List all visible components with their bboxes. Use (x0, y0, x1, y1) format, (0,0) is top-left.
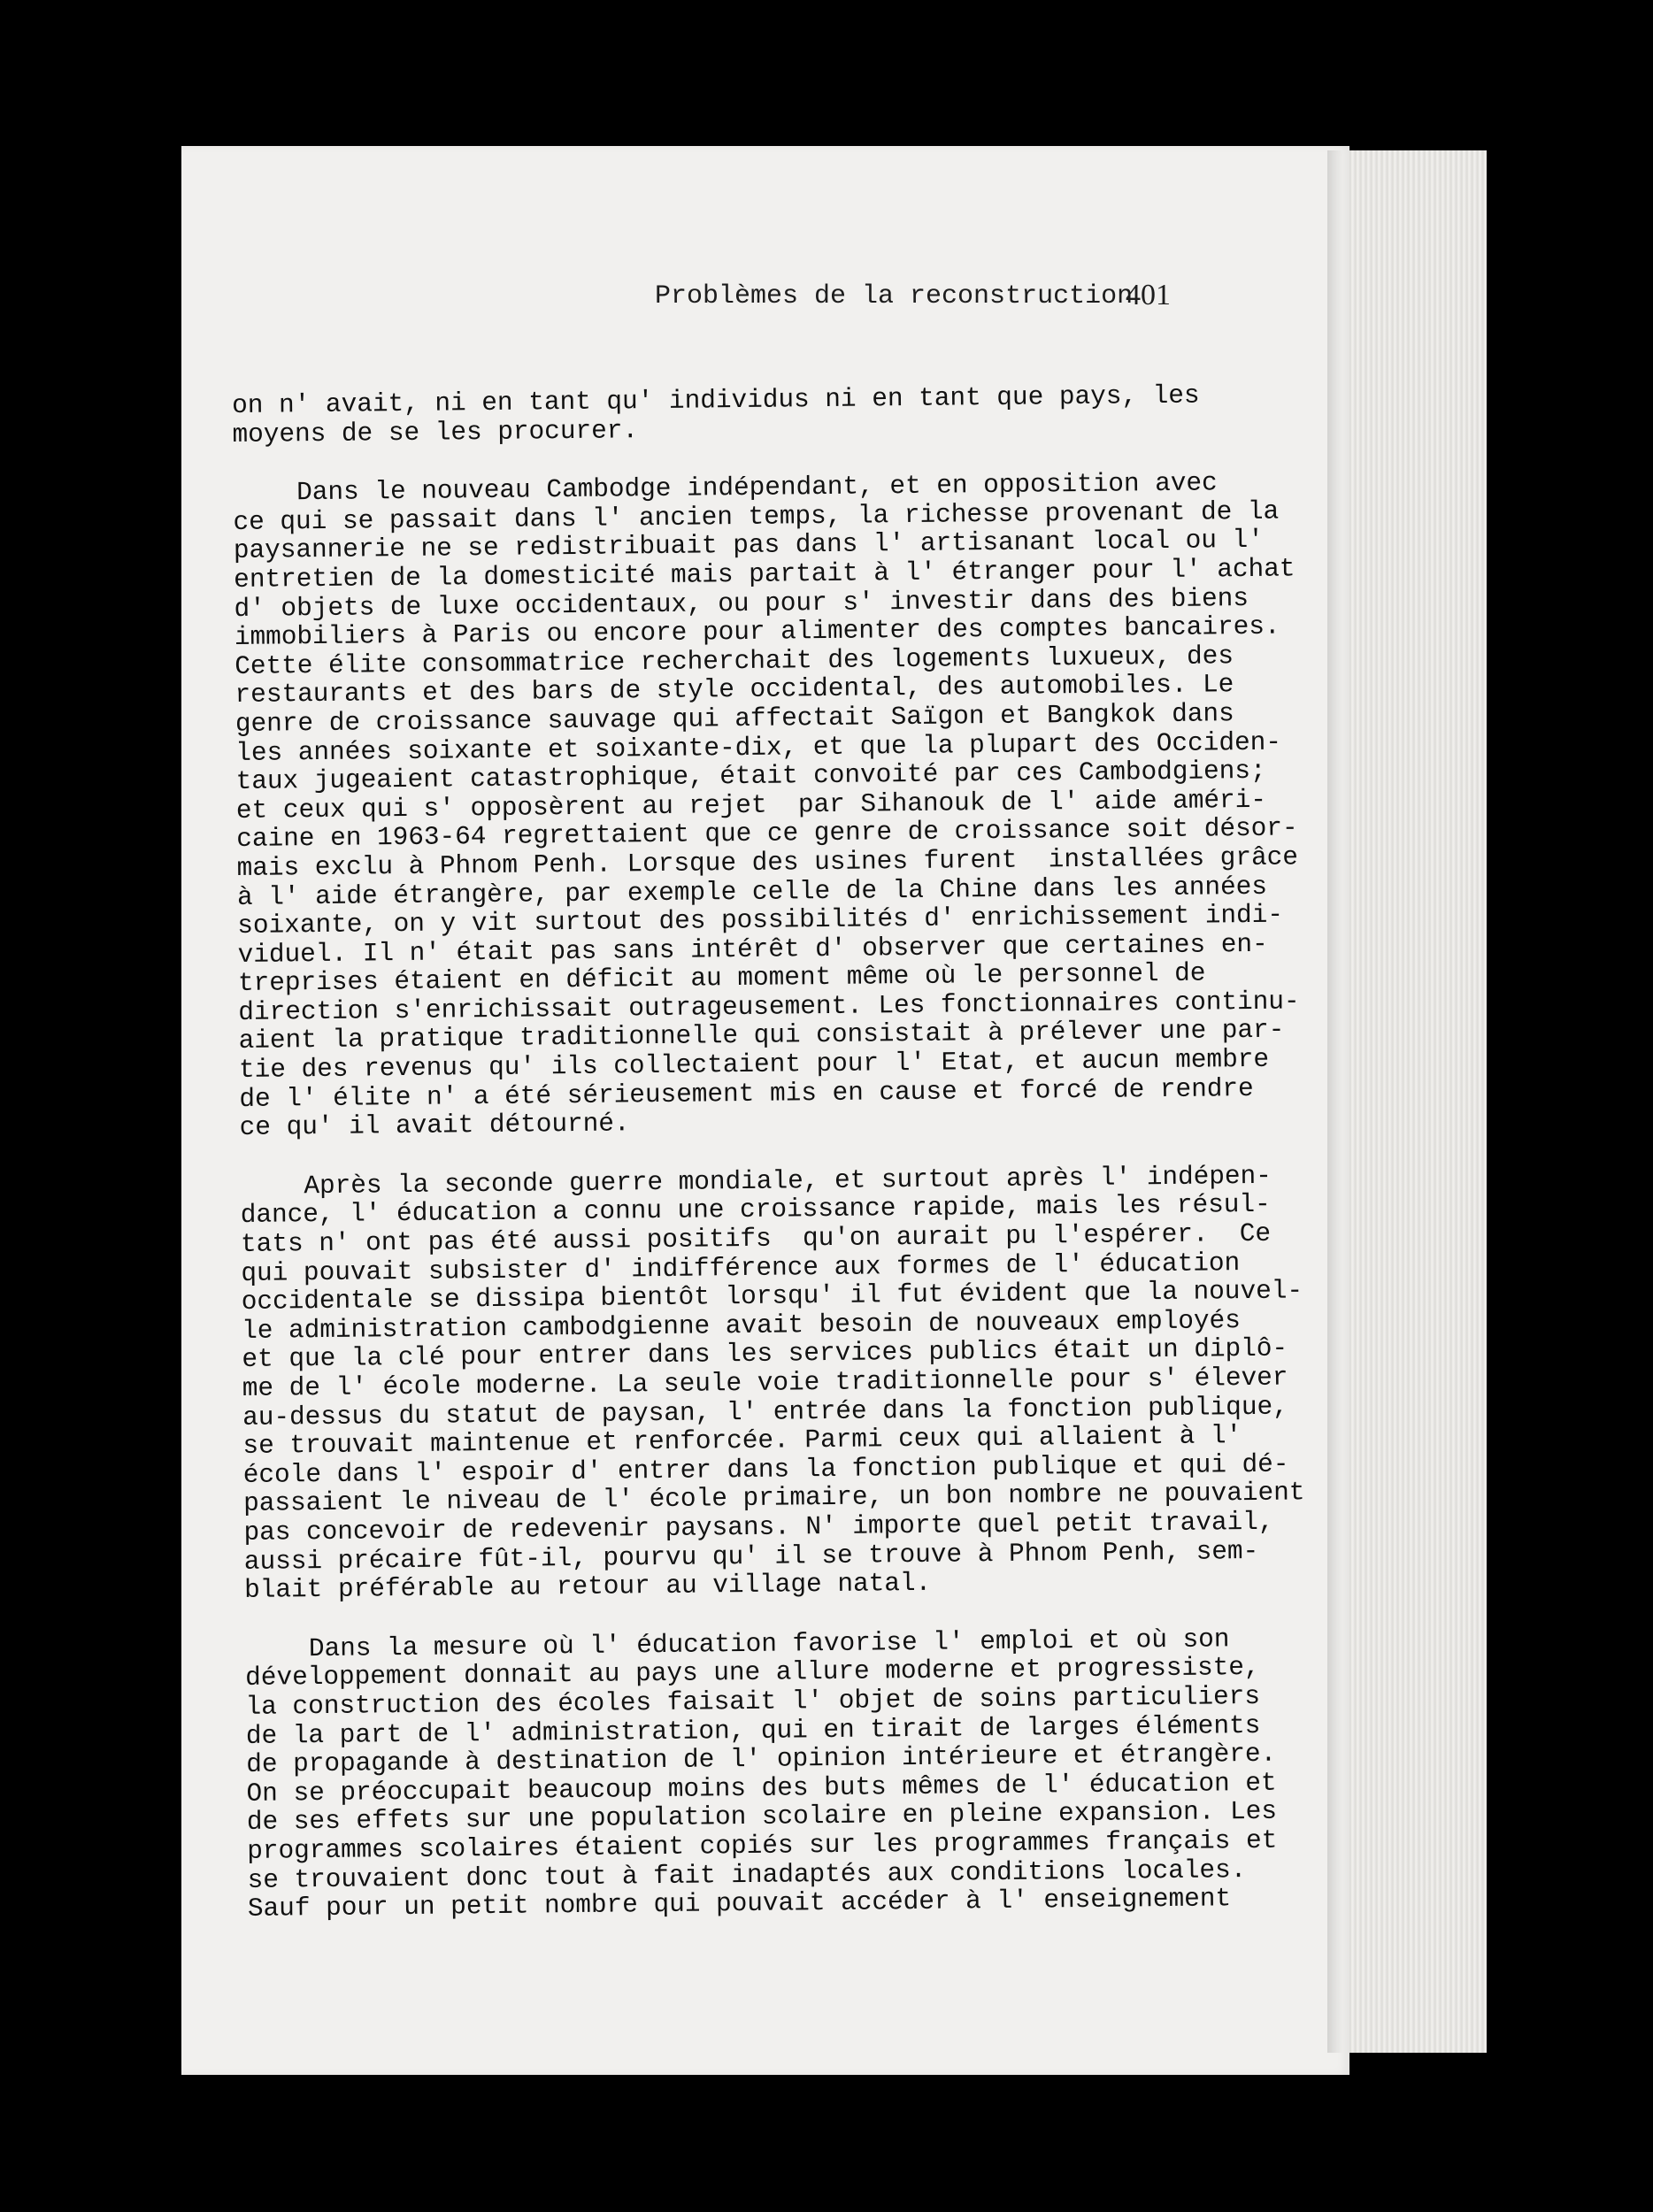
page-gutter-shadow (1327, 150, 1343, 2053)
text-line: me de l' école moderne. La seule voie traditionnelle pour s' élever (242, 1363, 1288, 1403)
text-line: dance, l' éducation a connu une croissance rapide, mais les résul- (240, 1190, 1271, 1231)
paragraph (231, 380, 1200, 450)
page-number: 401 (1126, 279, 1171, 311)
text-line: soixante, on y vit surtout des possibilités d' enrichissement indi- (237, 900, 1284, 941)
paragraph (240, 1161, 1305, 1606)
text-line: Après la seconde guerre mondiale, et surtout après l' indépen- (304, 1161, 1272, 1202)
body-text (231, 380, 1305, 1924)
paragraph (233, 468, 1300, 1143)
paragraph (245, 1624, 1278, 1924)
text-line: se trouvait maintenue et renforcée. Parmi ceux qui allaient à l' (242, 1421, 1242, 1462)
text-line: genre de croissance sauvage qui affectait Saïgon et Bangkok dans (234, 699, 1234, 739)
text-line: Dans la mesure où l' éducation favorise l' emploi et où son (308, 1624, 1230, 1663)
text-line: le administration cambodgienne avait besoin de nouveaux employés (241, 1305, 1242, 1346)
text-line: immobiliers à Paris ou encore pour alimenter des comptes bancaires. (234, 611, 1280, 653)
text-line: restaurants et des bars de style occidental, des automobiles. Le (234, 670, 1234, 710)
text-line: école dans l' espoir d' entrer dans la fonction publique et qui dé- (242, 1449, 1289, 1490)
text-line: Dans le nouveau Cambodge indépendant, et en opposition avec (296, 468, 1218, 508)
text-line: tats n' ont pas été aussi positifs qu'on aurait pu l'espérer. Ce (240, 1218, 1272, 1259)
text-line: tie des revenus qu' ils collectaient pour l' Etat, et aucun membre (238, 1044, 1270, 1086)
text-line: aient la pratique traditionnelle qui consistait à prélever une par- (238, 1016, 1285, 1056)
text-line: On se préoccupait beaucoup moins des buts mêmes de l' éducation et (246, 1768, 1277, 1809)
text-line: aussi précaire fût-il, pourvu qu' il se trouve à Phnom Penh, sem- (243, 1536, 1259, 1577)
text-line: au-dessus du statut de paysan, l' entrée dans la fonction publique, (242, 1392, 1288, 1432)
text-line: de ses effets sur une population scolaire en pleine expansion. Les (246, 1797, 1278, 1838)
text-line: caine en 1963-64 regrettaient que ce genre de croissance soit désor- (236, 813, 1298, 855)
text-line: et ceux qui s' opposèrent au rejet par Sihanouk de l' aide améri- (235, 785, 1267, 826)
text-line: paysannerie ne se redistribuait pas dans l' artisanant local ou l' (233, 526, 1265, 566)
text-line: occidentale se dissipa bientôt lorsqu' il fut évident que la nouvel- (241, 1276, 1303, 1317)
text-line: ce qu' il avait détourné. (239, 1109, 630, 1143)
text-line: de l' élite n' a été sérieusement mis en cause et forcé de rendre (239, 1073, 1254, 1114)
text-line: moyens de se les procurer. (232, 415, 639, 449)
text-line: les années soixante et soixante-dix, et que la plupart des Occiden- (235, 727, 1282, 768)
text-line: direction s'enrichissait outrageusement. Les fonctionnaires continu- (238, 987, 1300, 1027)
text-line: treprises étaient en déficit au moment même où le personnel de (237, 958, 1206, 999)
text-line: passaient le niveau de l' école primaire, un bon nombre ne pouvaient (242, 1478, 1305, 1519)
text-line: entretien de la domesticité mais partait à l' étranger pour l' achat (234, 554, 1295, 595)
text-line: de propagande à destination de l' opinion intérieure et étrangère. (246, 1739, 1277, 1780)
running-title: Problèmes de la reconstruction (655, 281, 1134, 311)
text-line: développement donnait au pays une allure moderne et progressiste, (245, 1653, 1260, 1694)
text-line: et que la clé pour entrer dans les services publics était un diplô- (242, 1333, 1288, 1375)
text-line: la construction des écoles faisait l' objet de soins particuliers (245, 1681, 1261, 1722)
text-line: pas concevoir de redevenir paysans. N' importe quel petit travail, (243, 1507, 1274, 1548)
text-line: taux jugeaient catastrophique, était convoité par ces Cambodgiens; (235, 756, 1266, 797)
text-line: blait préférable au retour au village natal. (244, 1568, 932, 1606)
text-line: se trouvaient donc tout à fait inadaptés aux conditions locales. (247, 1855, 1247, 1895)
text-line: d' objets de luxe occidentaux, ou pour s' investir dans des biens (234, 583, 1249, 624)
text-line: programmes scolaires étaient copiés sur les programmes français et (247, 1825, 1278, 1866)
text-line: Sauf pour un petit nombre qui pouvait accéder à l' enseignement (247, 1884, 1232, 1924)
text-line: viduel. Il n' était pas sans intérêt d' observer que certaines en- (237, 929, 1268, 970)
text-line: Cette élite consommatrice recherchait des logements luxueux, des (234, 641, 1234, 681)
text-line: de la part de l' administration, qui en tirait de larges éléments (245, 1710, 1261, 1751)
text-line: on n' avait, ni en tant qu' individus ni en tant que pays, les (231, 380, 1200, 420)
book-page-edges (1327, 150, 1487, 2053)
text-line: à l' aide étrangère, par exemple celle de la Chine dans les années (236, 872, 1268, 912)
text-line: mais exclu à Phnom Penh. Lorsque des usines furent installées grâce (236, 842, 1299, 883)
text-line: qui pouvait subsister d' indifférence aux formes de l' éducation (241, 1248, 1241, 1288)
text-line: ce qui se passait dans l' ancien temps, la richesse provenant de la (233, 496, 1280, 537)
